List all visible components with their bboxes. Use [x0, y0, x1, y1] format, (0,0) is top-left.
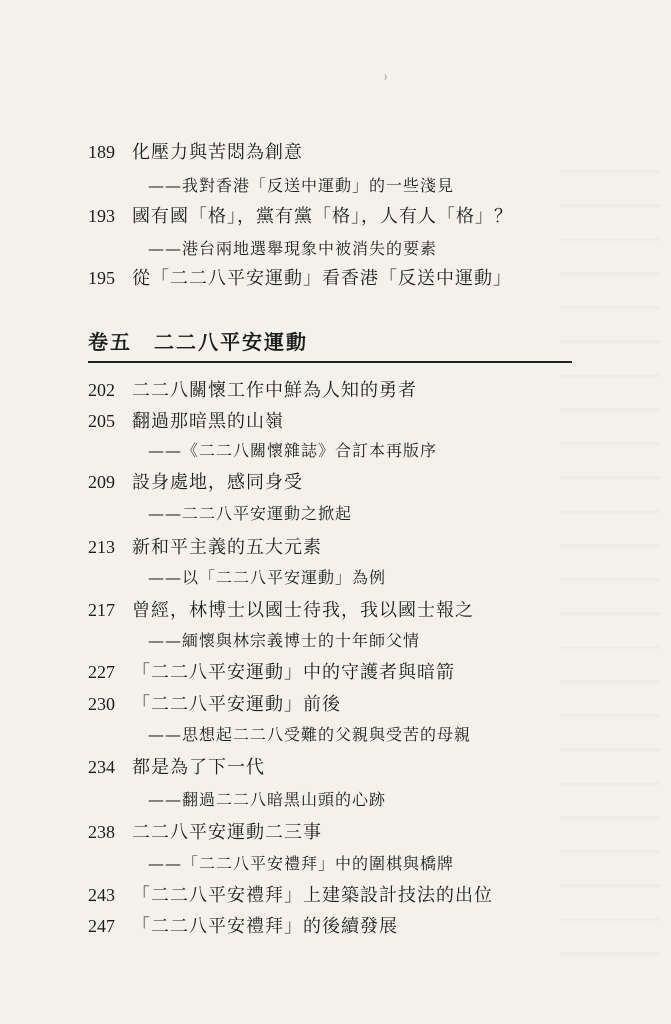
toc-entry: [88, 376, 417, 402]
page-number: 202: [88, 380, 115, 400]
page-number: 189: [88, 142, 115, 162]
entry-title: 新和平主義的五大元素: [132, 537, 322, 558]
entry-title: 設身處地，感同身受: [132, 472, 303, 493]
entry-subtitle: ——以「二二八平安運動」為例: [148, 568, 387, 587]
toc-entry: [88, 202, 513, 228]
entry-subtitle: ——緬懷與林宗義博士的十年師父情: [148, 631, 421, 650]
toc-entry: [88, 818, 322, 844]
page-number: 243: [88, 885, 115, 905]
entry-title: 「二二八平安禮拜」的後續發展: [132, 916, 398, 937]
toc-entry: [88, 912, 398, 938]
entry-title: 「二二八平安運動」中的守護者與暗箭: [132, 662, 455, 683]
entry-title: 化壓力與苦悶為創意: [132, 142, 303, 163]
entry-title: 「二二八平安運動」前後: [132, 694, 341, 715]
entry-title: 二二八關懷工作中鮮為人知的勇者: [132, 380, 417, 401]
entry-title: 曾經，林博士以國士待我，我以國士報之: [132, 600, 474, 621]
page-number: 209: [88, 472, 115, 492]
entry-title: 從「二二八平安運動」看香港「反送中運動」: [132, 268, 512, 289]
page-number: 238: [88, 822, 115, 842]
entry-subtitle: ——「二二八平安禮拜」中的圍棋與橋牌: [148, 854, 455, 873]
entry-subtitle: ——我對香港「反送中運動」的一些淺見: [148, 176, 455, 195]
toc-entry: [88, 468, 303, 494]
section-heading: 卷五 二二八平安運動: [88, 326, 572, 363]
entry-title: 二二八平安運動二三事: [132, 822, 322, 843]
entry-title: 國有國「格」，黨有黨「格」，人有人「格」？: [132, 206, 513, 227]
toc-entry: [88, 533, 322, 559]
toc-entry: [88, 658, 455, 684]
scan-mark: ⁾: [384, 72, 387, 86]
entry-subtitle: ——思想起二二八受難的父親與受苦的母親: [148, 725, 472, 744]
toc-entry: [88, 690, 341, 716]
toc-entry: [88, 264, 512, 290]
page-number: 247: [88, 916, 115, 936]
entry-subtitle: ——《二二八關懷雜誌》合訂本再版序: [148, 441, 438, 460]
entry-title: 翻過那暗黑的山嶺: [132, 411, 284, 432]
page-number: 193: [88, 206, 115, 226]
page-number: 217: [88, 600, 115, 620]
toc-entry: [88, 138, 303, 164]
page-number: 205: [88, 411, 115, 431]
entry-subtitle: ——港台兩地選舉現象中被消失的要素: [148, 239, 438, 258]
page-number: 227: [88, 662, 115, 682]
entry-subtitle: ——翻過二二八暗黑山頭的心跡: [148, 790, 387, 809]
bleed-through-text: [560, 140, 660, 960]
entry-subtitle: ——二二八平安運動之掀起: [148, 504, 353, 523]
page-number: 230: [88, 694, 115, 714]
page-number: 195: [88, 268, 115, 288]
toc-entry: [88, 407, 284, 433]
entry-title: 都是為了下一代: [132, 757, 265, 778]
toc-entry: [88, 596, 474, 622]
entry-title: 「二二八平安禮拜」上建築設計技法的出位: [132, 885, 493, 906]
page-number: 234: [88, 757, 115, 777]
toc-entry: [88, 753, 265, 779]
page-number: 213: [88, 537, 115, 557]
toc-entry: [88, 881, 493, 907]
